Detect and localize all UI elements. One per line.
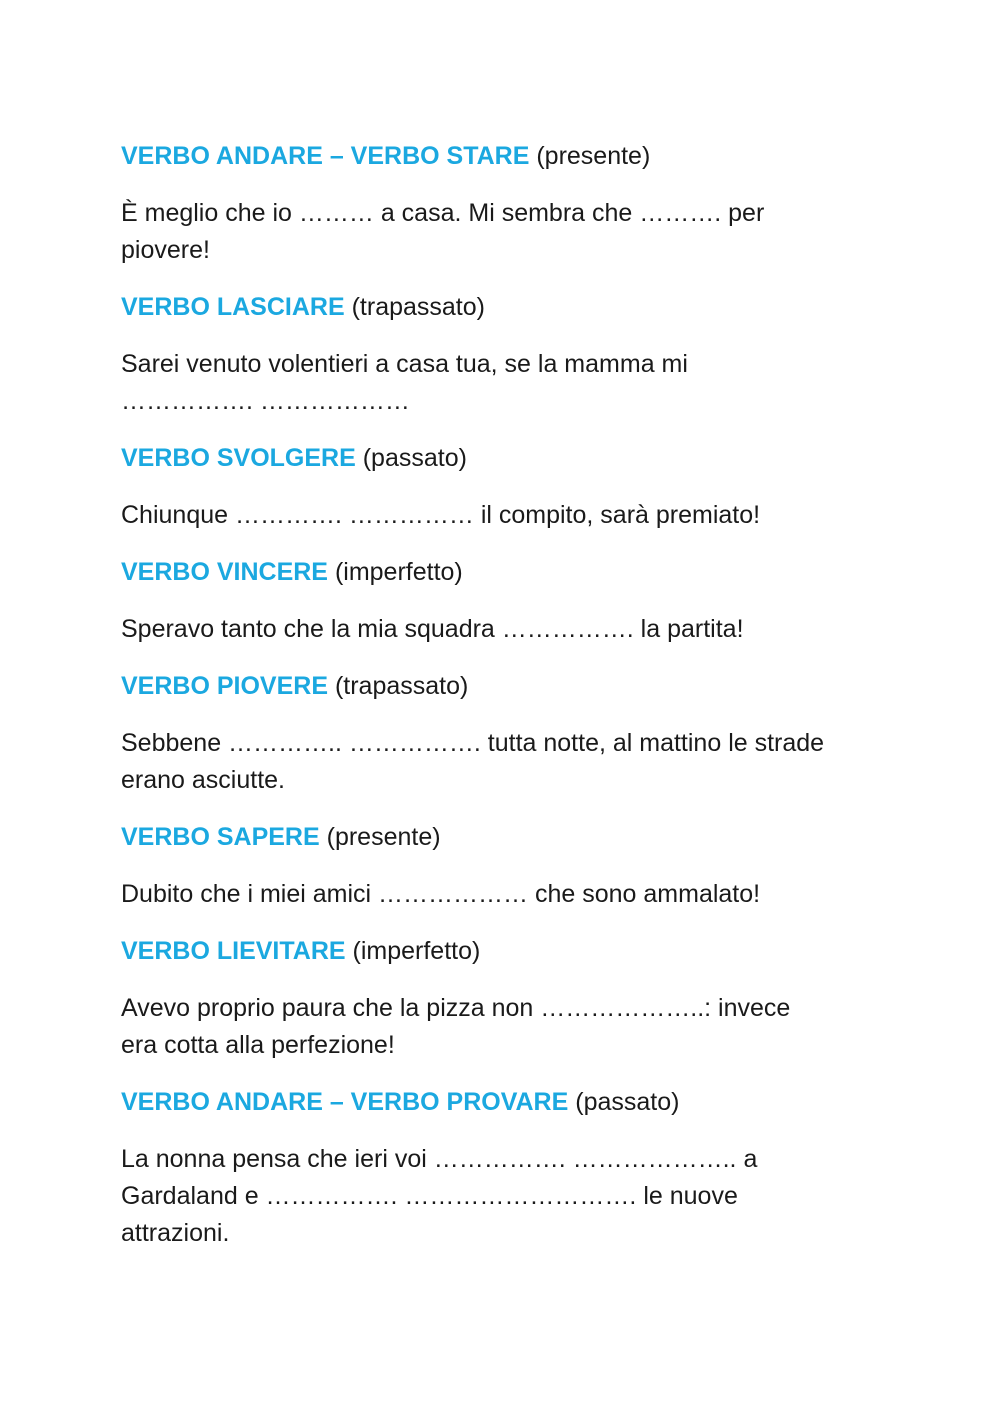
exercise-item <box>121 819 891 913</box>
tense-label: (presente) <box>326 823 441 851</box>
exercise-item <box>121 1084 891 1252</box>
exercise-item <box>121 668 891 799</box>
tense-label: (trapassato) <box>334 672 469 700</box>
sentence-line: attrazioni. <box>121 1219 230 1247</box>
verb-label: VERBO VINCERE <box>121 558 328 586</box>
sentence-line: Speravo tanto che la mia squadra ……………. la partita! <box>121 615 744 643</box>
exercise-heading <box>121 440 891 477</box>
sentence-line: Sebbene ………….. ……………. tutta notte, al mattino le strade <box>121 729 825 757</box>
tense-label: (trapassato) <box>351 293 485 321</box>
sentence-line: Gardaland e ……………. ………………………. le nuove <box>121 1182 738 1210</box>
exercise-heading <box>121 819 891 856</box>
exercise-sentence <box>121 346 891 420</box>
exercise-heading <box>121 933 891 970</box>
exercise-sentence <box>121 1141 891 1252</box>
verb-label: VERBO ANDARE – VERBO PROVARE <box>121 1088 569 1116</box>
exercise-heading <box>121 668 891 705</box>
exercise-item <box>121 933 891 1064</box>
exercise-sentence <box>121 195 891 269</box>
tense-label: (presente) <box>536 142 651 170</box>
tense-label: (passato) <box>362 444 467 472</box>
exercise-heading <box>121 1084 891 1121</box>
sentence-line: ……………. ……………… <box>121 387 410 415</box>
tense-label: (imperfetto) <box>334 558 463 586</box>
exercise-item <box>121 138 891 269</box>
exercise-item <box>121 440 891 534</box>
verb-label: VERBO LIEVITARE <box>121 937 346 965</box>
exercise-item <box>121 289 891 420</box>
tense-label: (passato) <box>575 1088 680 1116</box>
sentence-line: era cotta alla perfezione! <box>121 1031 395 1059</box>
verb-label: VERBO PIOVERE <box>121 672 328 700</box>
exercise-heading <box>121 138 891 175</box>
exercise-sentence <box>121 497 891 534</box>
sentence-line: Dubito che i miei amici ……………… che sono ammalato! <box>121 880 761 908</box>
sentence-line: Chiunque …………. …………… il compito, sarà premiato! <box>121 501 761 529</box>
exercise-sentence <box>121 876 891 913</box>
exercise-heading <box>121 554 891 591</box>
exercise-item <box>121 554 891 648</box>
sentence-line: erano asciutte. <box>121 766 285 794</box>
tense-label: (imperfetto) <box>352 937 481 965</box>
sentence-line: piovere! <box>121 236 210 264</box>
exercise-heading <box>121 289 891 326</box>
verb-label: VERBO ANDARE – VERBO STARE <box>121 142 530 170</box>
sentence-line: È meglio che io ……… a casa. Mi sembra che ………. per <box>121 199 765 227</box>
exercise-sentence <box>121 990 891 1064</box>
sentence-line: Avevo proprio paura che la pizza non ………………..: invece <box>121 994 791 1022</box>
verb-label: VERBO SVOLGERE <box>121 444 356 472</box>
exercise-sentence <box>121 611 891 648</box>
verb-label: VERBO LASCIARE <box>121 293 345 321</box>
exercise-sentence <box>121 725 891 799</box>
verb-label: VERBO SAPERE <box>121 823 320 851</box>
sentence-line: Sarei venuto volentieri a casa tua, se la mamma mi <box>121 350 688 378</box>
worksheet <box>121 138 891 1272</box>
sentence-line: La nonna pensa che ieri voi ……………. ……………….. a <box>121 1145 758 1173</box>
